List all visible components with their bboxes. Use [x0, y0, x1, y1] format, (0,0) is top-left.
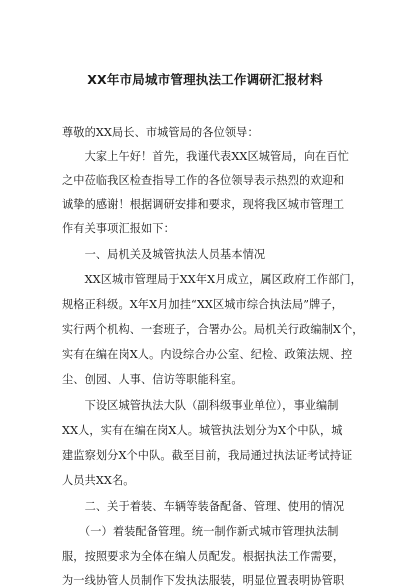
- body-line: 规格正科级。X年X月加挂“XX区城市综合执法局”牌子，: [62, 298, 343, 311]
- section-heading: 二、关于着装、车辆等装备配备、管理、使用的情况: [62, 500, 345, 513]
- body-line: 人员共XX名。: [62, 474, 135, 487]
- body-line: （一）着装配备管理。统一制作新式城市管理执法制: [62, 525, 339, 538]
- body-line: 大家上午好！首先，我谨代表XX区城管局，向在百忙: [62, 150, 350, 163]
- body-line: 实有在编在岗X人。内设综合办公室、纪检、政策法规、控: [62, 348, 353, 361]
- body-line: 作有关事项汇报如下：: [62, 222, 175, 235]
- body-line: 之中莅临我区检查指导工作的各位领导表示热烈的欢迎和: [62, 174, 345, 187]
- body-line: 建监察划分X个中队。截至目前，我局通过执法证考试持证: [62, 449, 353, 462]
- document-title: XX年市局城市管理执法工作调研汇报材料: [87, 72, 323, 87]
- body-line: 诚挚的感谢！根据调研安排和要求，现将我区城市管理工: [62, 198, 345, 211]
- section-heading: 一、局机关及城管执法人员基本情况: [62, 248, 266, 261]
- body-line: 服，按照要求为全体在编人员配发。根据执法工作需要，: [62, 550, 345, 563]
- salutation: 尊敬的XX局长、市城管局的各位领导：: [62, 126, 259, 139]
- body-line: 实行两个机构、一套班子，合署办公。局机关行政编制X个，: [62, 323, 364, 336]
- body-line: 为一线协管人员制作下发执法服装，明显位置表明协管职: [62, 574, 345, 587]
- body-line: XX人，实有在编在岗X人。城管执法划分为X个中队，城: [62, 424, 343, 437]
- body-line: XX区城市管理局于XX年X月成立，属区政府工作部门，: [62, 273, 362, 286]
- body-line: 尘、创园、人事、信访等职能科室。: [62, 373, 243, 386]
- body-line: 下设区城管执法大队（副科级事业单位），事业编制: [62, 399, 339, 412]
